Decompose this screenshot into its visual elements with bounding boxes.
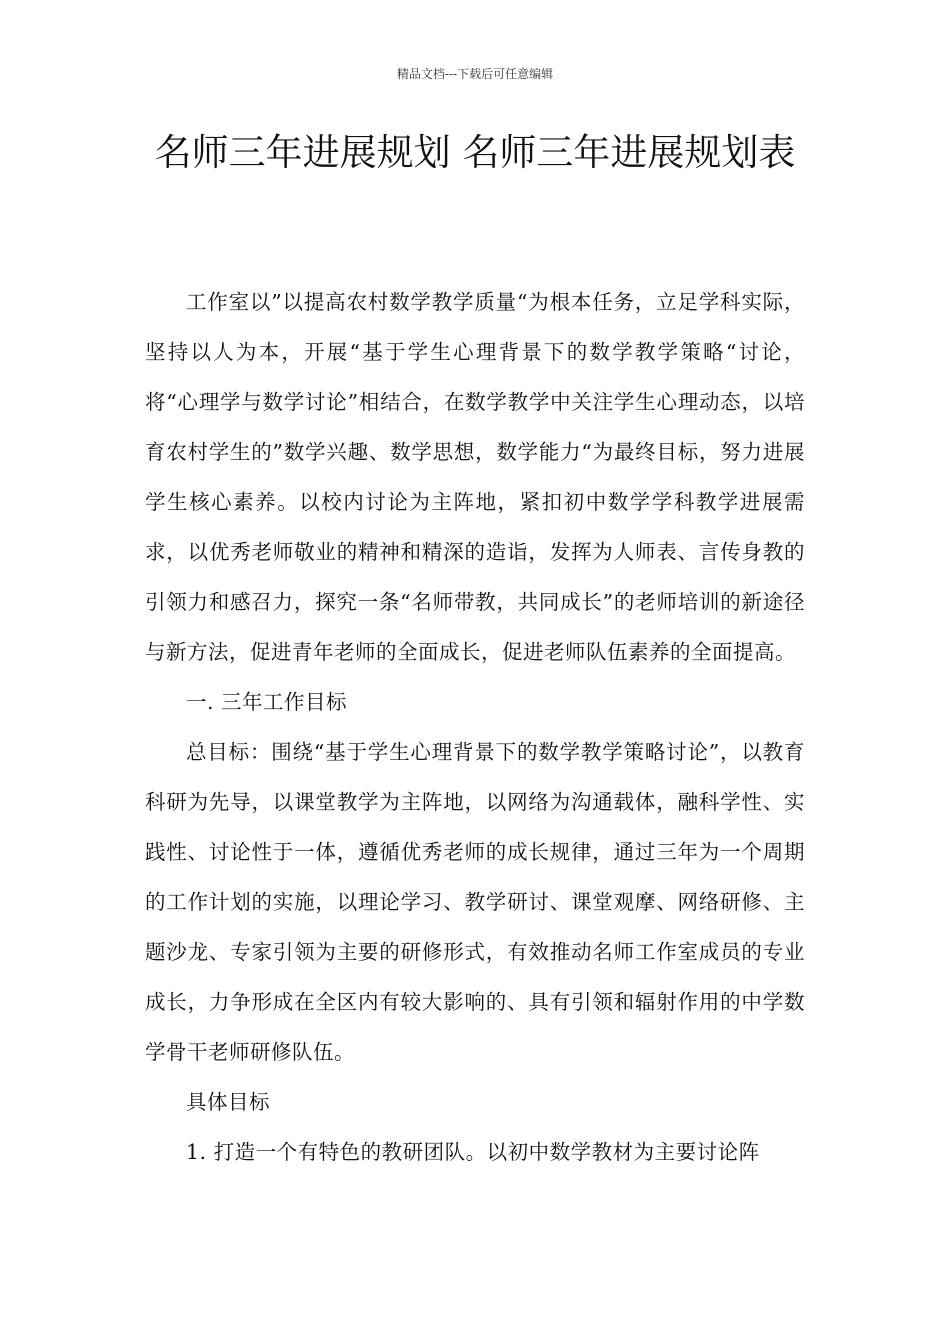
document-body bbox=[145, 277, 805, 1177]
paragraph-intro: 工作室以”以提高农村数学教学质量“为根本任务，立足学科实际，坚持以人为本，开展“基于学生心理背景下的数学教学策略“讨论，将“心理学与数学讨论”相结合，在数学教学中关注学生心理动态，以培育农村学生的”数学兴趣、数学思想，数学能力“为最终目标，努力进展学生核心素养。以校内讨论为主阵地，紧扣初中数学学科教学进展需求，以优秀老师敬业的精神和精深的造诣，发挥为人师表、言传身教的引领力和感召力，探究一条“名师带教，共同成长”的老师培训的新途径与新方法，促进青年老师的全面成长，促进老师队伍素养的全面提高。 bbox=[145, 290, 805, 664]
subheading-specific-goals: 具体目标 bbox=[186, 1090, 270, 1114]
document-title: 名师三年进展规划 名师三年进展规划表 bbox=[154, 131, 796, 174]
paragraph-goal-1: 1. 打造一个有特色的教研团队。以初中数学教材为主要讨论阵 bbox=[186, 1140, 760, 1164]
paragraph-overall-goal: 总目标：围绕“基于学生心理背景下的数学教学策略讨论”，以教育科研为先导，以课堂教学为主阵地，以网络为沟通载体，融科学性、实践性、讨论性于一体，遵循优秀老师的成长规律，通过三年为一个周期的工作计划的实施，以理论学习、教学研讨、课堂观摩、网络研修、主题沙龙、专家引领为主要的研修形式，有效推动名师工作室成员的专业成长，力争形成在全区内有较大影响的、具有引领和辐射作用的中学数学骨干老师研修队伍。 bbox=[145, 740, 805, 1064]
header-note: 精品文档---下载后可任意编辑 bbox=[396, 67, 554, 81]
section-heading-goals: 一. 三年工作目标 bbox=[186, 690, 348, 714]
